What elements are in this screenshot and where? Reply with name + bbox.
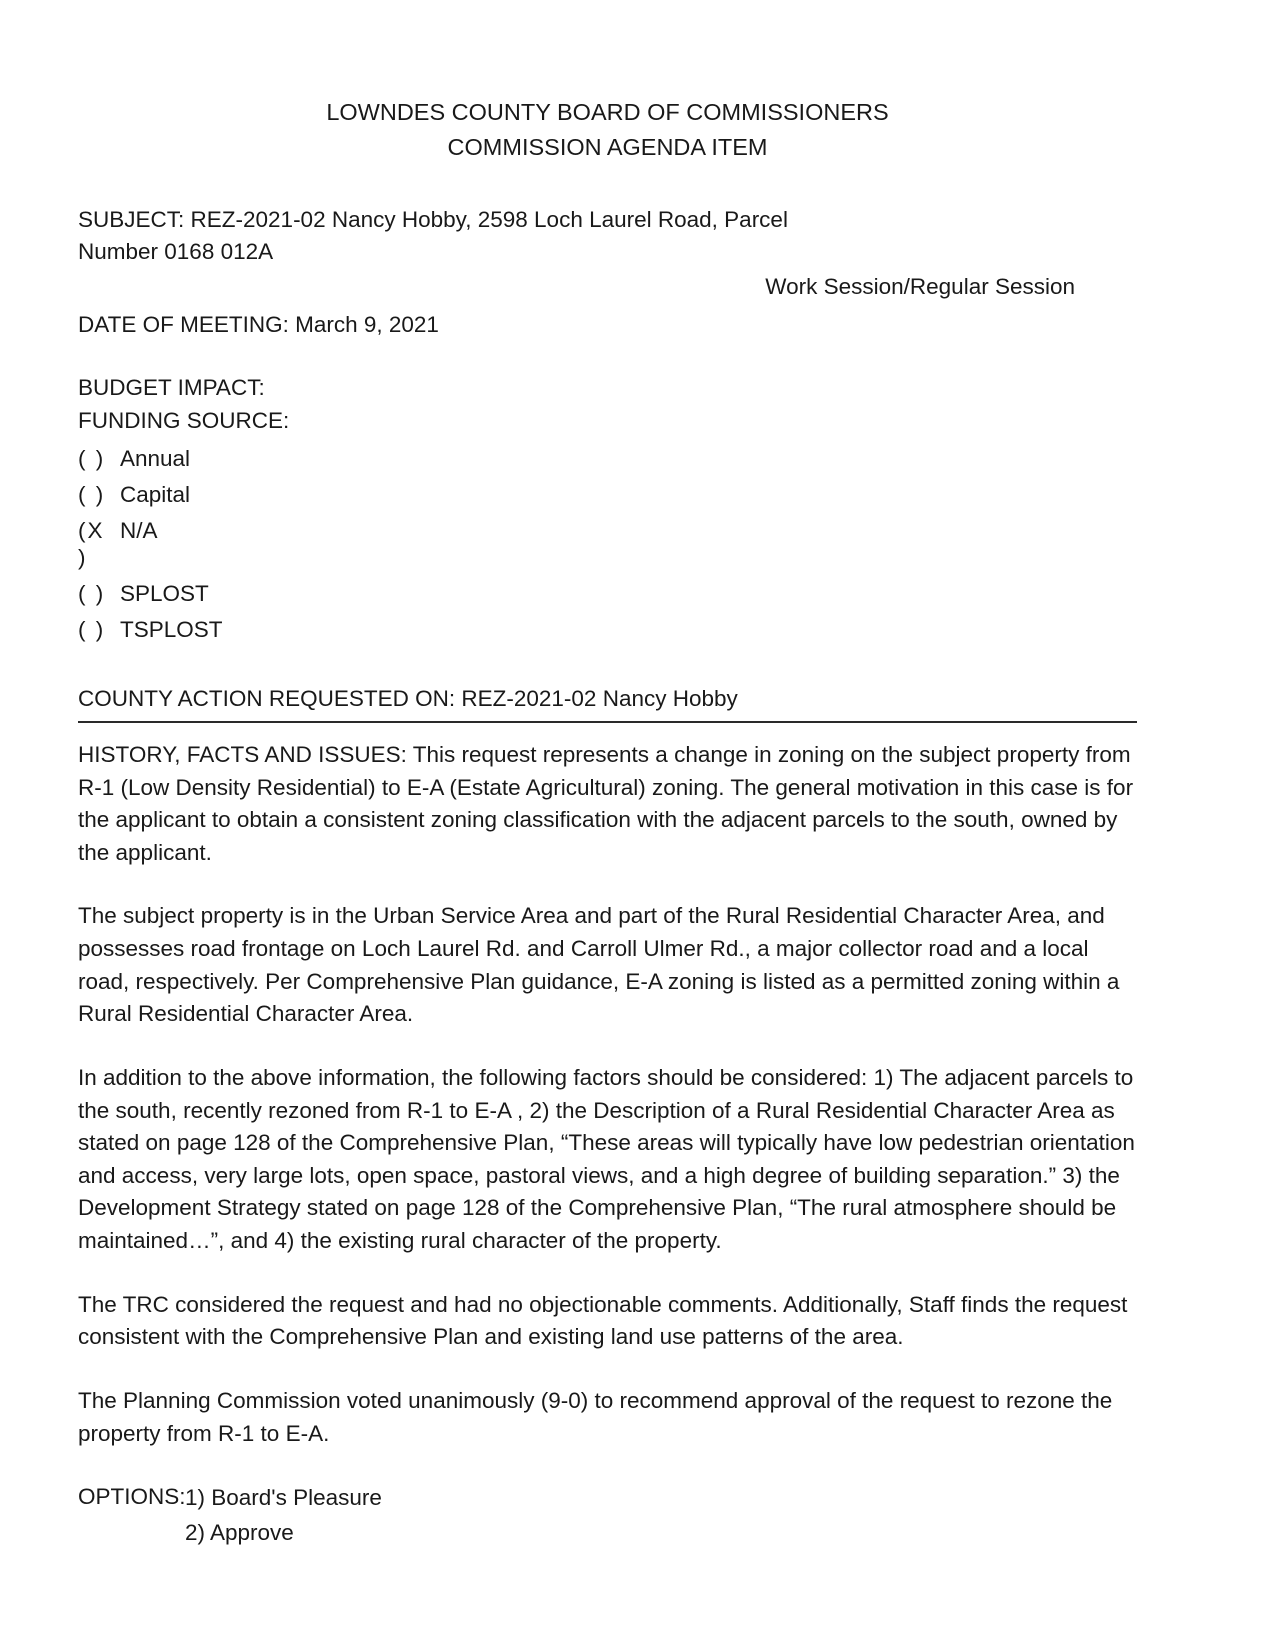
option-approve: 2) Approve: [185, 1520, 294, 1545]
funding-source-label: FUNDING SOURCE:: [78, 407, 290, 433]
paragraph-history-facts: HISTORY, FACTS AND ISSUES: This request represents a change in zoning on the subject property from R-1 (Low Density Residential) to E-A (Estate Agricultural) zoning. The general motivation in this case is for the applicant to obtain a consistent zoning classification with the adjacent parcels to the south, owned by the applicant.: [78, 741, 1134, 865]
options-section: [78, 1481, 1137, 1551]
paragraph-planning-commission: The Planning Commission voted unanimously (9-0) to recommend approval of the request to rezone the property from R-1 to E-A.: [78, 1387, 1113, 1446]
budget-impact-label: BUDGET IMPACT:: [78, 375, 265, 400]
checkbox-splost: ( ): [78, 581, 106, 607]
funding-option-splost: [78, 580, 1137, 607]
option-boards-pleasure: 1) Board's Pleasure: [185, 1485, 382, 1511]
funding-option-label: SPLOST: [120, 581, 209, 607]
funding-options-list: [78, 445, 1137, 643]
funding-option-label: Capital: [120, 482, 191, 508]
checkbox-annual: ( ): [78, 446, 106, 472]
funding-option-tsplost: [78, 616, 1137, 643]
paragraph-subject-property: The subject property is in the Urban Service Area and part of the Rural Residential Character Area, and possesses road frontage on Loch Laurel Rd. and Carroll Ulmer Rd., a major collector road and a local road, respectively. Per Comprehensive Plan guidance, E-A zoning is listed as a permitted zoning within a Rural Residential Character Area.: [78, 903, 1120, 1027]
page-subtitle: COMMISSION AGENDA ITEM: [447, 134, 768, 161]
session-type-label: Work Session/Regular Session: [765, 273, 1075, 299]
funding-option-label: Annual: [120, 446, 191, 472]
options-label: OPTIONS:: [78, 1484, 186, 1510]
checkbox-tsplost: ( ): [78, 617, 106, 643]
paragraph-additional-factors: In addition to the above information, the following factors should be considered: 1) The adjacent parcels to the south, recently rezoned from R-1 to E-A , 2) the Description of a Rural Residential Character Area as stated on page 128 of the Comprehensive Plan, “These areas will typically have low pedestrian orientation and access, very large lots, open space, pastoral views, and a high degree of building separation.” 3) the Development Strategy stated on page 128 of the Comprehensive Plan, “The rural atmosphere should be maintained…”, and 4) the existing rural character of the property.: [78, 1064, 1135, 1253]
checkbox-na-checked: (X ): [78, 518, 105, 571]
page-title: LOWNDES COUNTY BOARD OF COMMISSIONERS: [326, 99, 889, 125]
subject-line: SUBJECT: REZ-2021-02 Nancy Hobby, 2598 Loch Laurel Road, Parcel Number 0168 012A: [78, 206, 788, 265]
options-items: [185, 1481, 382, 1551]
county-action-heading: COUNTY ACTION REQUESTED ON: REZ-2021-02 Nancy Hobby: [78, 683, 1137, 723]
funding-option-na: [78, 517, 1137, 571]
funding-option-annual: [78, 445, 1137, 472]
funding-option-capital: [78, 481, 1137, 508]
document-header: [78, 95, 1137, 166]
funding-option-label: N/A: [120, 518, 158, 544]
paragraph-trc-comments: The TRC considered the request and had no objectionable comments. Additionally, Staff finds the request consistent with the Comprehensive Plan and existing land use patterns of the area.: [78, 1291, 1128, 1350]
meeting-date: DATE OF MEETING: March 9, 2021: [78, 312, 439, 338]
checkbox-capital: ( ): [78, 482, 106, 508]
funding-option-label: TSPLOST: [120, 617, 223, 643]
budget-section: [78, 372, 1137, 437]
